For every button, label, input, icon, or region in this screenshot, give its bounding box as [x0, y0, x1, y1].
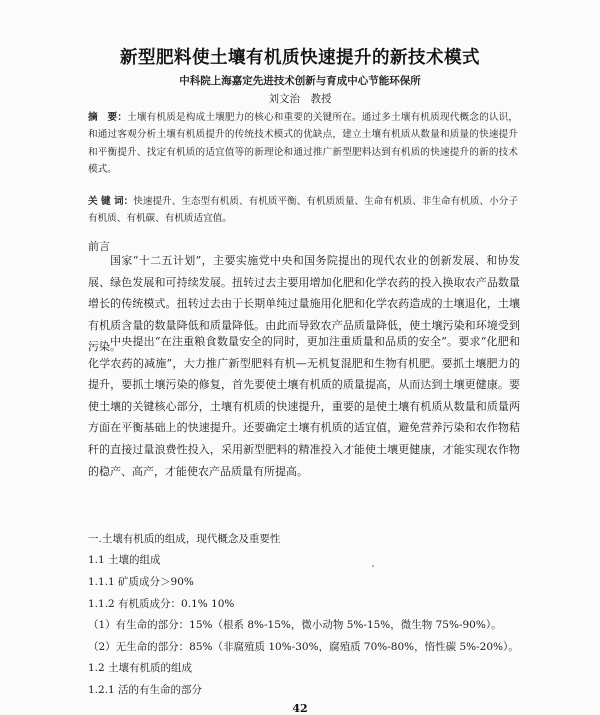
body-paragraph: 中央提出“在注重粮食数量安全的同时，更加注重质量和品质的安全”。要求“化肥和化学农药的减施”，大力推广新型肥料有机—无机复混肥和生物有机肥。要抓土壤肥力的提升，要抓土壤污染的修复，首先要使土壤有机质的质量提高，从而达到土壤更健康。要使土壤的关键核心部分，土壤有机质的快速提升，重要的是使土壤有机质从数量和质量两方面在平衡基础上的快速提升。还要确定土壤有机质的适宜值，避免营养污染和农作物秸秆的直接过量浪费性投入，采用新型肥料的精准投入才能使土壤更健康，才能实现农作物的稳产、高产，才能使农产品质量有所提高。	[88, 335, 520, 478]
list-item: （2）无生命的部分：85%（非腐殖质 10%-30%，腐殖质 70%-80%，惰性碳 5%-20%）。	[88, 641, 519, 653]
subsection-heading: 1.1.2 有机质成分：0.1% 10%	[88, 598, 235, 610]
preface-heading: 前言	[88, 240, 110, 253]
subsection-heading: 1.1 土壤的组成	[88, 554, 161, 566]
author-affiliation: 中科院上海嘉定先进技术创新与育成中心节能环保所	[179, 75, 421, 87]
paper-title: 新型肥料使土壤有机质快速提升的新技术模式	[120, 48, 480, 68]
keywords-text: 快速提升、生态型有机质、有机质平衡、有机质质量、生命有机质、非生命有机质、小分子有机质、有机碳、有机质适宜值。	[88, 196, 518, 225]
page-number: 42	[292, 702, 308, 715]
abstract-text: 土壤有机质是构成土壤肥力的核心和重要的关键所在。通过多土壤有机质现代概念的认识，和通过客观分析土壤有机质提升的传统技术模式的优缺点，建立土壤有机质从数量和质量的快速提升和平衡提升、找定有机质的适宜值等的新理论和通过推广新型肥料达到有机质的快速提升的新的技术模式。	[88, 112, 519, 175]
scan-speck	[372, 565, 374, 567]
subsection-heading: 1.2 土壤有机质的组成	[88, 662, 193, 674]
body-paragraph: 国家“十二五计划”，主要实施党中央和国务院提出的现代农业的创新发展、和协发展、绿色发展和可持续发展。扭转过去主要用增加化肥和化学农药的投入换取农产品数量增长的传统模式。扭转过去由于长期单纯过量施用化肥和化学农药造成的土壤退化，土壤有机质含量的数量降低和质量降低。由此而导致农产品质量降低，使土壤污染和环境受到污染。	[88, 254, 520, 354]
author-name: 刘文治 教授	[268, 93, 332, 105]
subsection-heading: 1.2.1 活的有生命的部分	[88, 684, 203, 696]
section-heading: 一.土壤有机质的组成，现代概念及重要性	[88, 533, 281, 545]
list-item: （1）有生命的部分：15%（根系 8%-15%，微小动物 5%-15%，微生物 75%-90%）。	[88, 619, 502, 631]
keywords	[88, 193, 518, 228]
abstract	[88, 109, 518, 178]
abstract-label: 摘 要：	[88, 112, 128, 123]
subsection-heading: 1.1.1 矿质成分＞90%	[88, 576, 194, 588]
keywords-label: 关 键 词：	[88, 196, 134, 207]
